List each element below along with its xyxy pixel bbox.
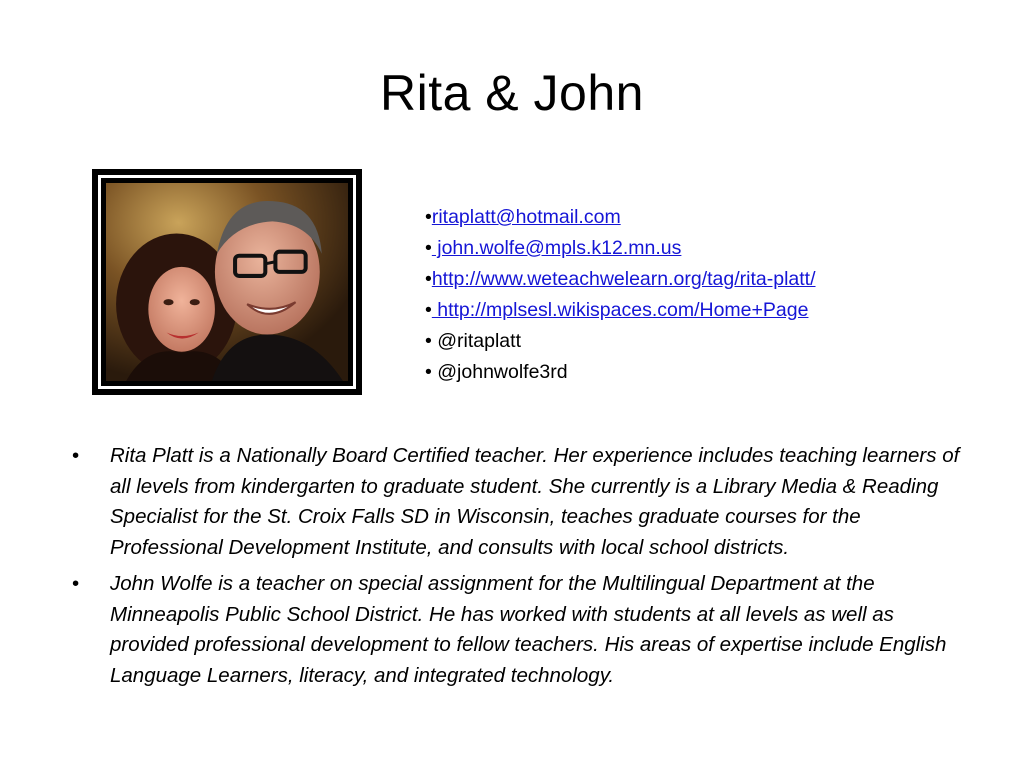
bullet-icon: • [425, 268, 432, 290]
bullet-icon: • [425, 206, 432, 228]
slide-title: Rita & John [380, 65, 644, 121]
email-link-john[interactable]: john.wolfe@mpls.k12.mn.us [431, 237, 682, 259]
photo-inner-border [98, 175, 356, 389]
email-link-rita[interactable]: ritaplatt@hotmail.com [431, 206, 621, 228]
url-link-weteachwelearn[interactable]: http://www.weteachwelearn.org/tag/rita-platt/ [431, 268, 816, 290]
bullet-icon: • [425, 237, 432, 259]
url-link-wikispaces[interactable]: http://mplsesl.wikispaces.com/Home+Page [431, 299, 809, 321]
contact-item-url-weteach [425, 264, 816, 295]
bullet-icon: • [425, 330, 432, 352]
twitter-handle-john: @johnwolfe3rd [437, 361, 568, 383]
bio-text-john: John Wolfe is a teacher on special assignment for the Multilingual Department at the Minneapolis Public School District. He has worked with students at all levels as well as provided professional development to fellow teachers. His areas of expertise include English Language Learners, literacy, and integrated technology. [110, 572, 947, 687]
bio-list [60, 441, 970, 697]
photo-frame [92, 169, 362, 395]
contact-list [425, 202, 816, 388]
bio-text-rita: Rita Platt is a Nationally Board Certified teacher. Her experience includes teaching learners of all levels from kindergarten to graduate student. She currently is a Library Media & Reading Specialist for the St. Croix Falls SD in Wisconsin, teaches graduate courses for the Professional Development Institute, and consults with local school districts. [110, 444, 960, 559]
bullet-icon: • [72, 572, 80, 595]
bio-item-john [60, 569, 970, 691]
portrait-photo [106, 183, 348, 381]
contact-item-email-john [425, 233, 816, 264]
contact-item-email-rita [425, 202, 816, 233]
twitter-handle-rita: @ritaplatt [437, 330, 521, 352]
bio-item-rita [60, 441, 970, 563]
bullet-icon: • [425, 299, 432, 321]
contact-item-twitter-rita [425, 326, 816, 357]
contact-item-twitter-john [425, 357, 816, 388]
bullet-icon: • [425, 361, 432, 383]
contact-item-url-wikispaces [425, 295, 816, 326]
bullet-icon: • [72, 444, 80, 467]
